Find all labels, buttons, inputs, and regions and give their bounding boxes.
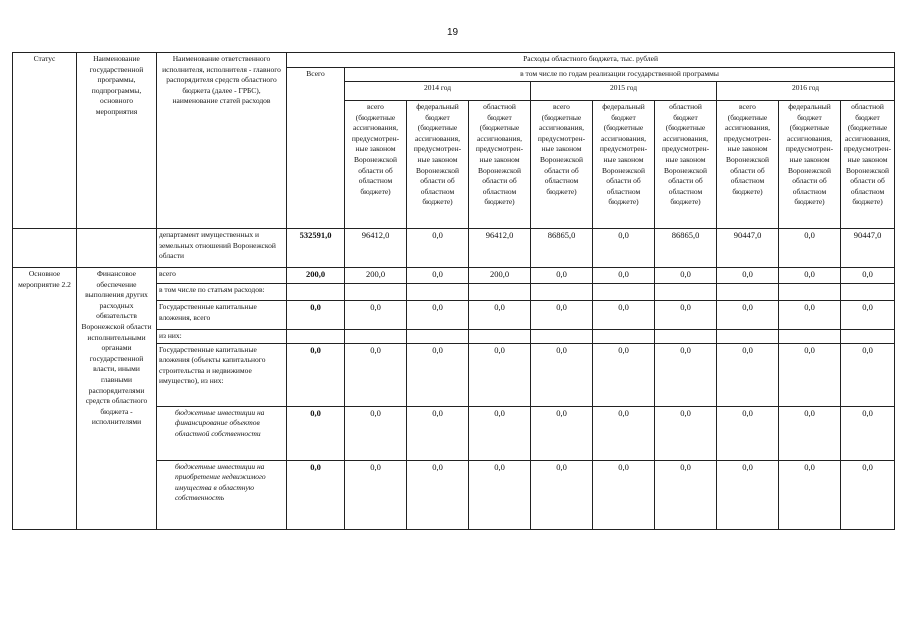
cell-2016-federal: 0,0: [779, 406, 841, 460]
cell-2014-federal: [407, 330, 469, 344]
cell-2015-regional: 0,0: [655, 268, 717, 284]
cell-2015-regional: [655, 284, 717, 301]
cell-2014-regional: 0,0: [469, 460, 531, 529]
table-row: [13, 268, 895, 284]
cell-2016-federal: [779, 330, 841, 344]
cell-2014-regional: [469, 330, 531, 344]
row-label: из них:: [157, 330, 287, 344]
cell-2016-regional: [841, 284, 895, 301]
cell-2015-total: 0,0: [531, 268, 593, 284]
cell-2016-regional: 0,0: [841, 406, 895, 460]
cell-2015-regional: 0,0: [655, 301, 717, 330]
row-label: бюджетные инвестиции на финансирование объектов областной собственности: [157, 406, 287, 460]
cell-2014-regional: 0,0: [469, 406, 531, 460]
cell-2016-regional: 0,0: [841, 343, 895, 406]
cell-2014-total: 0,0: [345, 343, 407, 406]
cell-2016-total: 0,0: [717, 301, 779, 330]
cell-2014-federal: 0,0: [407, 343, 469, 406]
cell-2015-total: 86865,0: [531, 229, 593, 268]
header-total: Всего: [287, 68, 345, 229]
cell-2015-federal: [593, 284, 655, 301]
cell-total: [287, 284, 345, 301]
cell-2016-federal: 0,0: [779, 343, 841, 406]
cell-2014-total: 0,0: [345, 301, 407, 330]
cell-2016-regional: 90447,0: [841, 229, 895, 268]
cell-2016-federal: 0,0: [779, 229, 841, 268]
activity-status: Основное мероприятие 2.2: [13, 268, 77, 530]
header-status: Статус: [13, 53, 77, 229]
cell-2014-total: 0,0: [345, 460, 407, 529]
cell-total: 0,0: [287, 406, 345, 460]
header-2016-regional: областной бюджет (бюджетные ассигнования, предусмотрен-ные законом Воронежской области об областном бюджете): [841, 101, 895, 229]
activity-name: Финансовое обеспечение выполнения других расходных обязательств Воронежской области исполнительными органами государственной власти, иными главными распорядителями средств областного бюджета - исполнителями: [77, 268, 157, 530]
header-program-name: Наименование государственной программы, подпрограммы, основного мероприятия: [77, 53, 157, 229]
cell-2014-federal: 0,0: [407, 301, 469, 330]
cell-2014-regional: 200,0: [469, 268, 531, 284]
cell-2014-total: 200,0: [345, 268, 407, 284]
cell-2014-total: [345, 284, 407, 301]
cell-2014-total: 0,0: [345, 406, 407, 460]
cell-2015-total: 0,0: [531, 343, 593, 406]
header-2015-federal: федеральный бюджет (бюджетные ассигнования, предусмотрен-ные законом Воронежской области об областном бюджете): [593, 101, 655, 229]
cell-total: 0,0: [287, 460, 345, 529]
header-year-2015: 2015 год: [531, 82, 717, 101]
cell-2015-regional: 0,0: [655, 343, 717, 406]
cell-2014-federal: 0,0: [407, 229, 469, 268]
cell-total: 0,0: [287, 343, 345, 406]
header-2015-total: всего (бюджетные ассигнования, предусмотрен-ные законом Воронежской области об областном бюджете): [531, 101, 593, 229]
header-2016-federal: федеральный бюджет (бюджетные ассигнования, предусмотрен-ные законом Воронежской области об областном бюджете): [779, 101, 841, 229]
cell-2015-total: [531, 284, 593, 301]
cell-2015-federal: 0,0: [593, 268, 655, 284]
header-by-years: в том числе по годам реализации государственной программы: [345, 68, 895, 82]
header-year-2014: 2014 год: [345, 82, 531, 101]
cell-2015-regional: [655, 330, 717, 344]
cell-2015-total: [531, 330, 593, 344]
cell-2014-federal: [407, 284, 469, 301]
header-row-1: [13, 53, 895, 68]
cell-2015-regional: 0,0: [655, 460, 717, 529]
cell-2016-total: 0,0: [717, 406, 779, 460]
row-label: Государственные капитальные вложения (объекты капитального строительства и недвижимое имущество), из них:: [157, 343, 287, 406]
cell-2016-total: [717, 284, 779, 301]
cell-2016-regional: 0,0: [841, 301, 895, 330]
header-2014-federal: федеральный бюджет (бюджетные ассигнования, предусмотрен-ные законом Воронежской области об областном бюджете): [407, 101, 469, 229]
cell-2015-federal: 0,0: [593, 460, 655, 529]
cell-2014-regional: 0,0: [469, 301, 531, 330]
cell-2014-total: 96412,0: [345, 229, 407, 268]
cell-2016-federal: 0,0: [779, 301, 841, 330]
cell-2016-regional: 0,0: [841, 460, 895, 529]
cell-2014-regional: 0,0: [469, 343, 531, 406]
cell-2014-regional: 96412,0: [469, 229, 531, 268]
page-number: 19: [446, 27, 459, 38]
row-label: всего: [157, 268, 287, 284]
cell-total: 200,0: [287, 268, 345, 284]
cell-2015-regional: 86865,0: [655, 229, 717, 268]
cell-2014-regional: [469, 284, 531, 301]
cell-2016-total: 0,0: [717, 460, 779, 529]
cell-2016-federal: [779, 284, 841, 301]
cell-2015-federal: [593, 330, 655, 344]
cell-2016-regional: [841, 330, 895, 344]
cell-2016-total: 90447,0: [717, 229, 779, 268]
cell-2014-total: [345, 330, 407, 344]
cell-2016-total: 0,0: [717, 343, 779, 406]
dept-name: департамент имущественных и земельных отношений Воронежской области: [157, 229, 287, 268]
cell-2015-federal: 0,0: [593, 406, 655, 460]
cell-total: 0,0: [287, 301, 345, 330]
cell-2014-federal: 0,0: [407, 406, 469, 460]
cell-2016-total: [717, 330, 779, 344]
cell-2016-federal: 0,0: [779, 460, 841, 529]
cell-2015-federal: 0,0: [593, 301, 655, 330]
cell-2015-total: 0,0: [531, 406, 593, 460]
cell-2014-federal: 0,0: [407, 268, 469, 284]
header-expenses-title: Расходы областного бюджета, тыс. рублей: [287, 53, 895, 68]
header-2015-regional: областной бюджет (бюджетные ассигнования, предусмотрен-ные законом Воронежской области об областном бюджете): [655, 101, 717, 229]
header-year-2016: 2016 год: [717, 82, 895, 101]
row-label: Государственные капитальные вложения, всего: [157, 301, 287, 330]
cell-2015-total: 0,0: [531, 460, 593, 529]
cell-2015-total: 0,0: [531, 301, 593, 330]
cell-2015-regional: 0,0: [655, 406, 717, 460]
cell-2015-federal: 0,0: [593, 343, 655, 406]
cell-2016-federal: 0,0: [779, 268, 841, 284]
cell-2016-total: 0,0: [717, 268, 779, 284]
cell-total: [287, 330, 345, 344]
table-row: [13, 229, 895, 268]
row-label: в том числе по статьям расходов:: [157, 284, 287, 301]
row-label: бюджетные инвестиции на приобретение недвижимого имущества в областную собственность: [157, 460, 287, 529]
header-2014-total: всего (бюджетные ассигнования, предусмотрен-ные законом Воронежской области об областном бюджете): [345, 101, 407, 229]
cell-2016-regional: 0,0: [841, 268, 895, 284]
cell-2014-federal: 0,0: [407, 460, 469, 529]
header-2016-total: всего (бюджетные ассигнования, предусмотрен-ные законом Воронежской области об областном бюджете): [717, 101, 779, 229]
header-executor-name: Наименование ответственного исполнителя, исполнителя - главного распорядителя средств областного бюджета (далее - ГРБС), наименование статей расходов: [157, 53, 287, 229]
header-2014-regional: областной бюджет (бюджетные ассигнования, предусмотрен-ные законом Воронежской области об областном бюджете): [469, 101, 531, 229]
cell-2015-federal: 0,0: [593, 229, 655, 268]
budget-table: [12, 52, 895, 530]
cell-total: 532591,0: [287, 229, 345, 268]
